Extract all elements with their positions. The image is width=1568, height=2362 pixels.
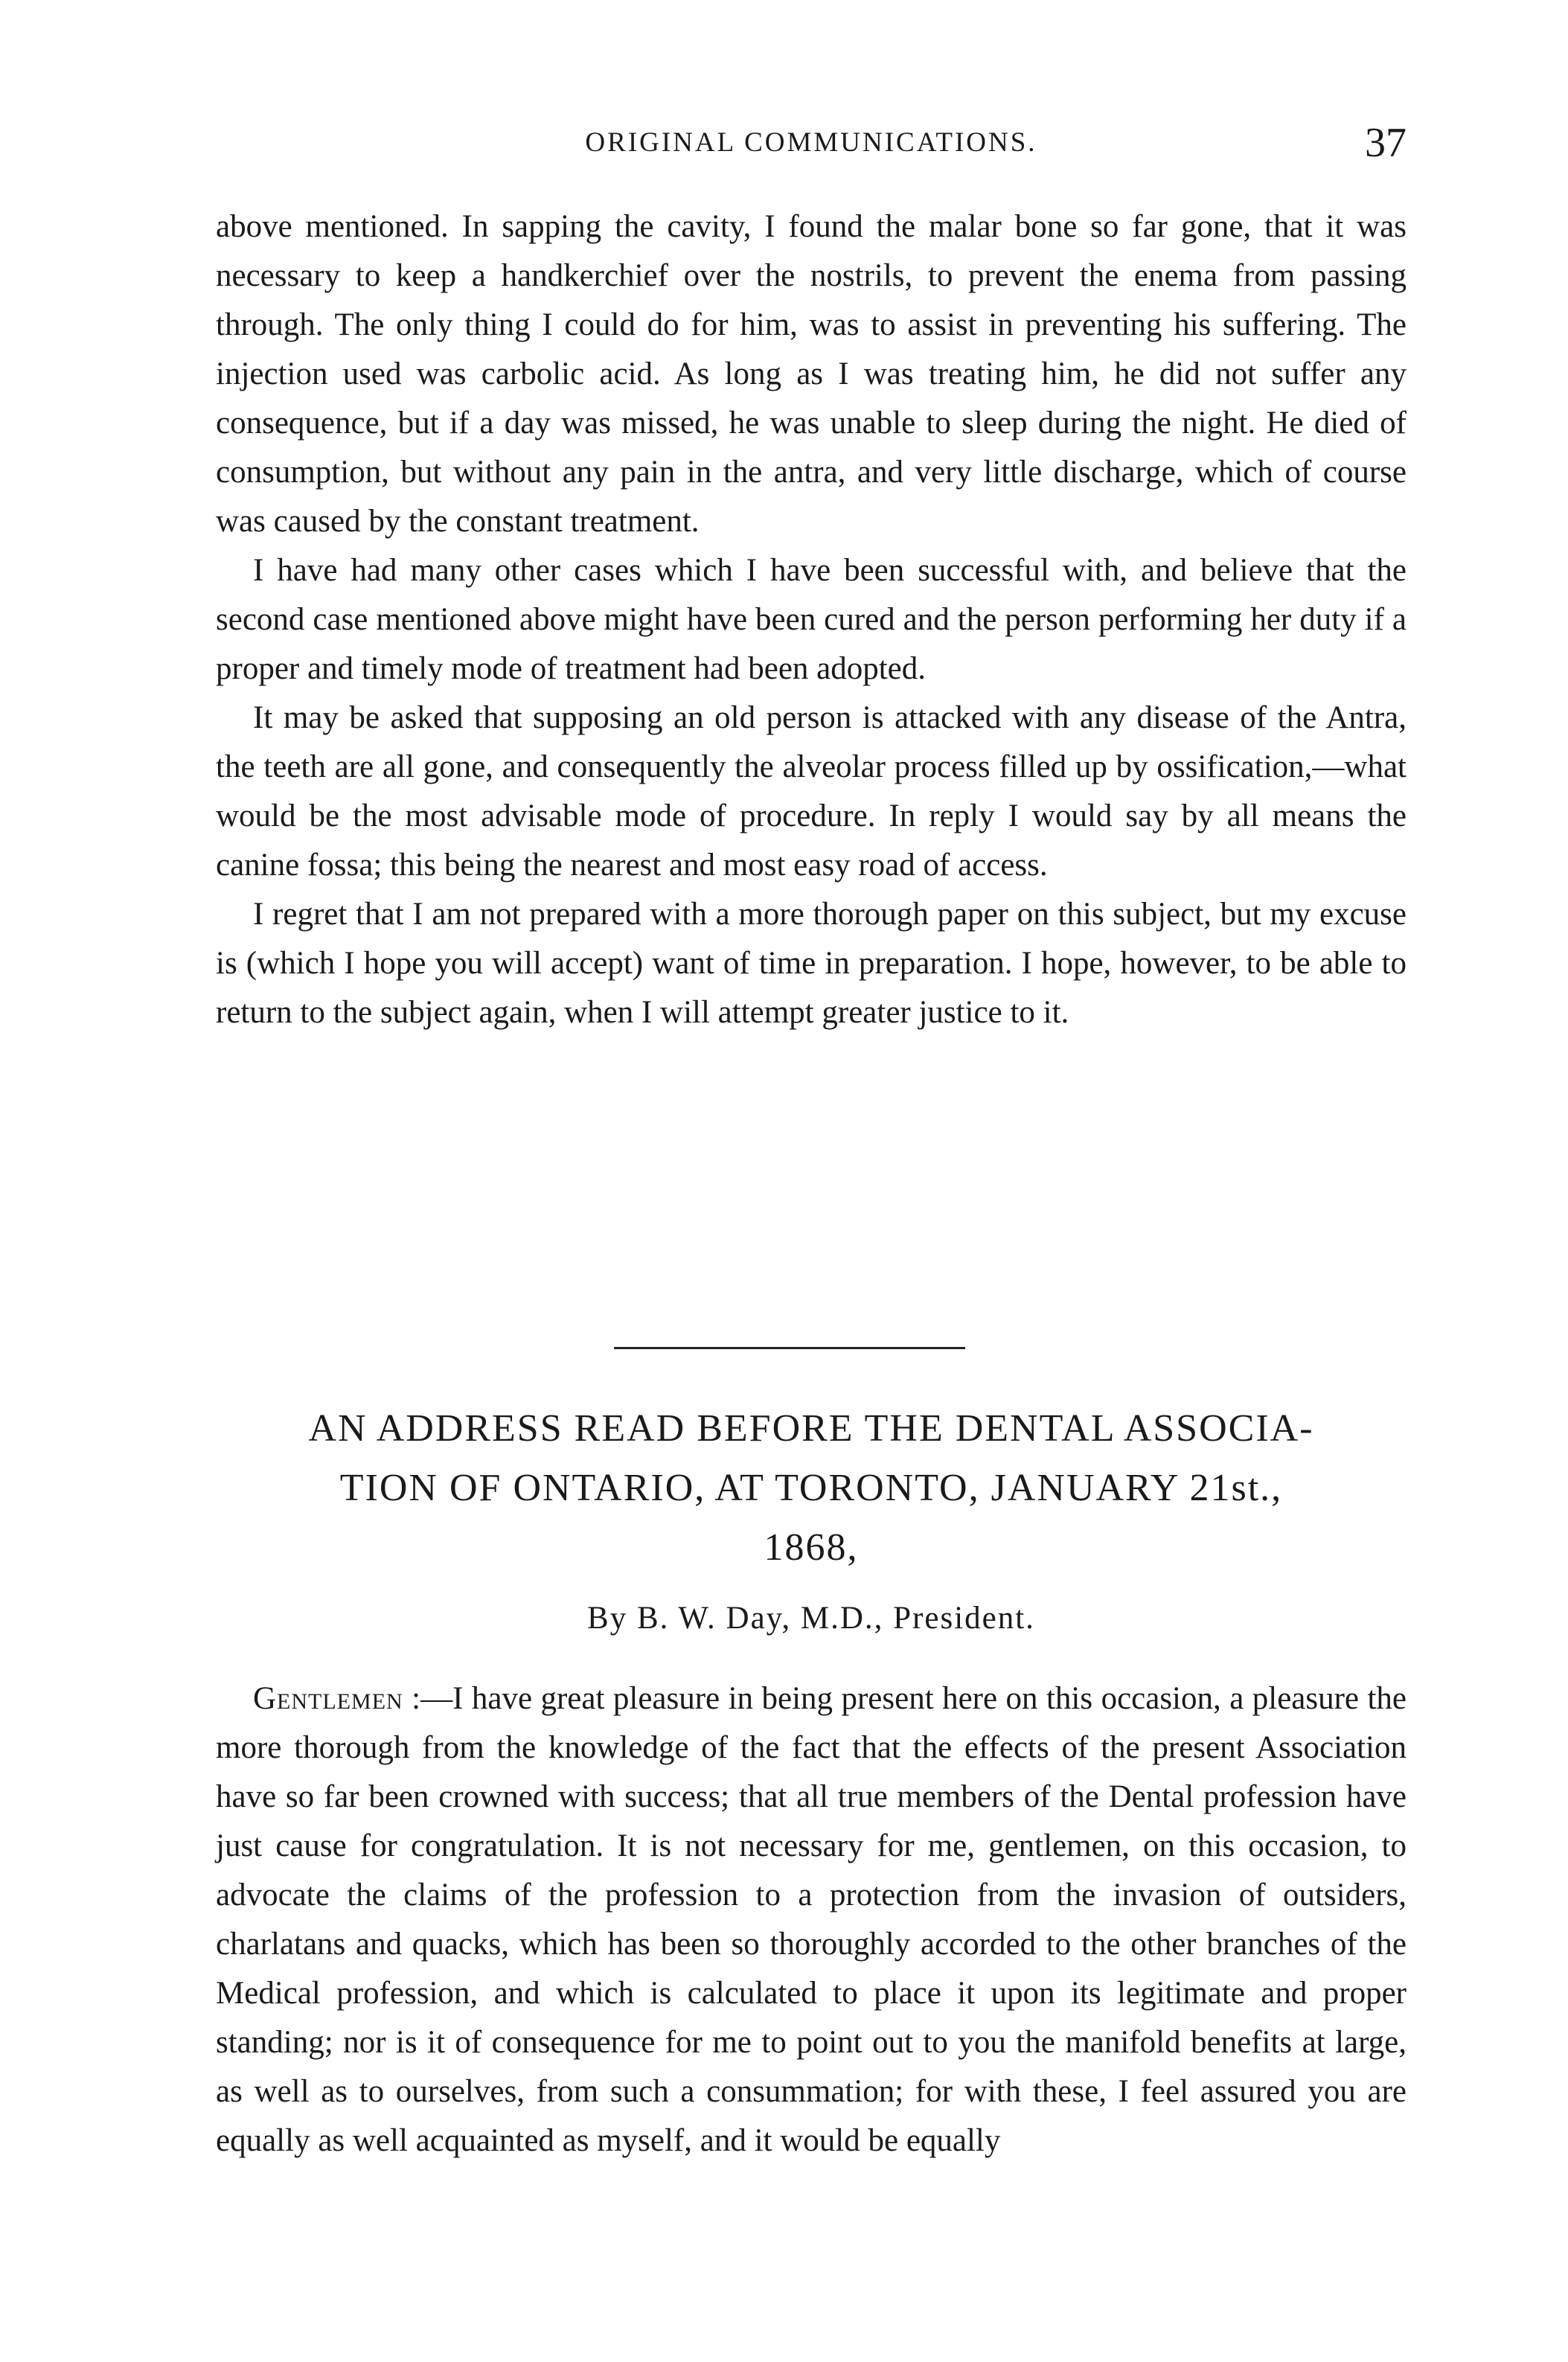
paragraph: It may be asked that supposing an old person is attacked with any disease of the Antra, the teeth are all gone, and consequently the alveolar process filled up by ossification,—what would be the most advisable mode of procedure. In reply I would say by all means the canine fossa; this being the nearest and most easy road of access. [216, 700, 1407, 883]
article-continuation [216, 202, 1407, 1037]
running-title: ORIGINAL COMMUNICATIONS. [585, 127, 1037, 158]
paragraph: I regret that I am not prepared with a more thorough paper on this subject, but my excuse is (which I hope you will accept) want of time in preparation. I hope, however, to be able to return to the subject again, when I will attempt greater justice to it. [216, 897, 1407, 1030]
address-body [216, 1674, 1407, 2166]
address-title-line: TION OF ONTARIO, AT TORONTO, JANUARY 21st., [339, 1467, 1283, 1509]
paragraph-text: :—I have great pleasure in being present here on this occasion, a pleasure the more thorough from the knowledge of the fact that the effects of the present Association have so far been crowned with success; that all true members of the Dental profession have just cause for congratulation. It is not necessary for me, gentlemen, on this occasion, to advocate the claims of the profession to a protection from the invasion of outsiders, charlatans and quacks, which has been so thoroughly accorded to the other branches of the Medical profession, and which is calculated to place it upon its legitimate and proper standing; nor is it of consequence for me to point out to you the manifold benefits at large, as well as to ourselves, from such a consummation; for with these, I feel assured you are equally as well acquainted as myself, and it would be equally [216, 1681, 1407, 2158]
salutation: Gentlemen [253, 1681, 403, 1716]
page-number: 37 [1365, 120, 1407, 166]
paragraph: above mentioned. In sapping the cavity, I found the malar bone so far gone, that it was necessary to keep a handkerchief over the nostrils, to prevent the enema from passing through. The only thing I could do for him, was to assist in preventing his suffering. The injection used was carbolic acid. As long as I was treating him, he did not suffer any consequence, but if a day was missed, he was unable to sleep during the night. He died of consumption, but without any pain in the antra, and very little discharge, which of course was caused by the constant treatment. [216, 209, 1407, 539]
author-byline: By B. W. Day, M.D., President. [587, 1601, 1035, 1636]
address-title-line: 1868, [764, 1526, 859, 1569]
section-divider-rule [614, 1347, 965, 1349]
paragraph [216, 1674, 1407, 2166]
paragraph: I have had many other cases which I have been successful with, and believe that the second case mentioned above might have been cured and the person performing her duty if a proper and timely mode of treatment had been adopted. [216, 553, 1407, 686]
running-head [216, 119, 1407, 171]
address-title [208, 1399, 1414, 1578]
address-title-line: AN ADDRESS READ BEFORE THE DENTAL ASSOCIA- [308, 1407, 1314, 1450]
